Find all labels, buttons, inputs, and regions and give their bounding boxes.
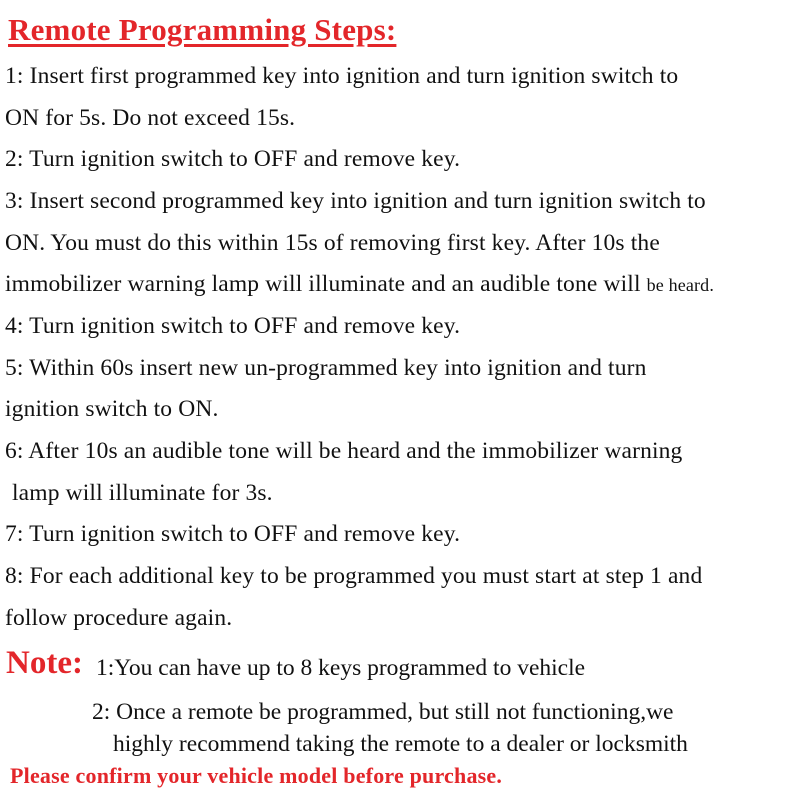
step-3-line-3-main: immobilizer warning lamp will illuminate and an audible tone will <box>5 271 641 297</box>
step-8-line-1: 8: For each additional key to be programmed you must start at step 1 and <box>5 563 703 589</box>
step-3-line-2: ON. You must do this within 15s of removing first key. After 10s the <box>5 230 660 256</box>
step-7-line: 7: Turn ignition switch to OFF and remove key. <box>5 521 461 547</box>
step-1-line-2: ON for 5s. Do not exceed 15s. <box>5 105 296 131</box>
page-title: Remote Programming Steps: <box>8 12 397 47</box>
note-label: Note: <box>6 645 83 681</box>
step-4-line: 4: Turn ignition switch to OFF and remove key. <box>5 313 461 339</box>
step-5-line-1: 5: Within 60s insert new un-programmed key into ignition and turn <box>5 355 647 381</box>
note-line-3: highly recommend taking the remote to a dealer or locksmith <box>113 731 688 757</box>
step-1-line-1: 1: Insert first programmed key into ignition and turn ignition switch to <box>5 63 679 89</box>
step-6-line-1: 6: After 10s an audible tone will be heard and the immobilizer warning <box>5 438 683 464</box>
step-3-line-3 <box>5 271 714 298</box>
step-3-line-3-small: be heard. <box>646 275 714 295</box>
step-8-line-2: follow procedure again. <box>5 605 233 631</box>
step-2-line: 2: Turn ignition switch to OFF and remove key. <box>5 146 461 172</box>
step-3-line-1: 3: Insert second programmed key into ignition and turn ignition switch to <box>5 188 706 214</box>
step-5-line-2: ignition switch to ON. <box>5 396 219 422</box>
note-line-2: 2: Once a remote be programmed, but still not functioning,we <box>92 699 674 725</box>
step-6-line-2: lamp will illuminate for 3s. <box>12 480 273 506</box>
note-line-1: 1:You can have up to 8 keys programmed to vehicle <box>96 655 586 681</box>
purchase-warning: Please confirm your vehicle model before purchase. <box>10 763 503 788</box>
